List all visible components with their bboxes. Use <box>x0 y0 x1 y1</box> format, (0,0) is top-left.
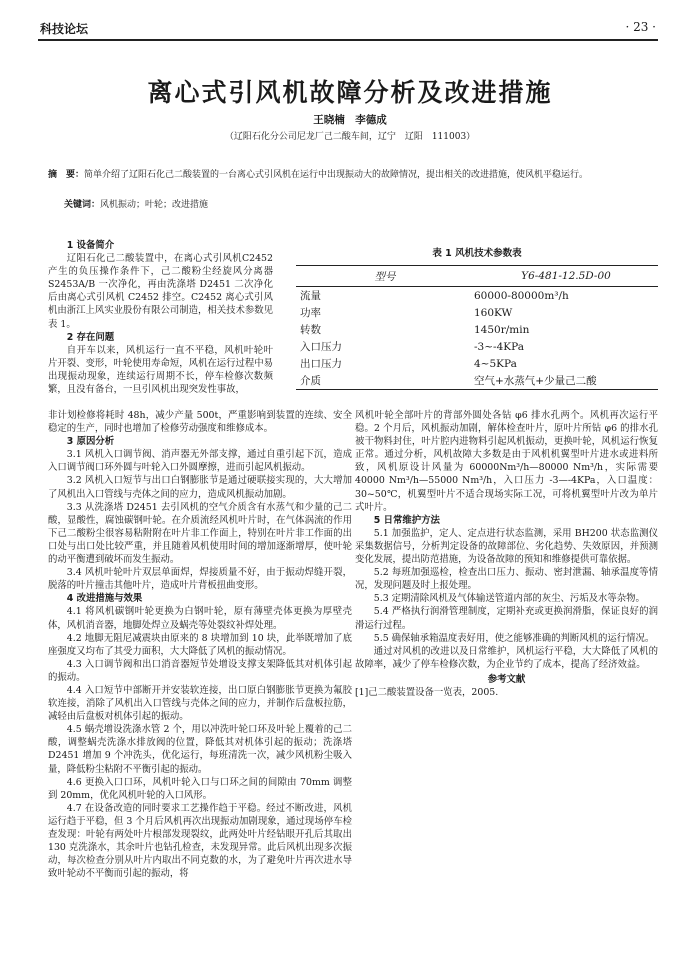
table-cell: 60000-80000m³/h <box>474 289 569 302</box>
table-row <box>296 321 658 338</box>
paragraph: 5.3 定期清除风机及气体输送管道内部的灰尘、污垢及水等杂物。 <box>373 593 645 605</box>
paper-title: 离心式引风机故障分析及改进措施 <box>147 78 553 107</box>
keywords-text: 风机振动；叶轮；改进措施 <box>100 200 209 210</box>
paragraph: 4.7 在设备改造的同时要求工艺操作趋于平稳。经过不断改进，风机运行趋于平稳，但 3 个月后风机再次出现振动加剧现象，通过现场停车检查发现：叶轮有两处叶片根部发现裂纹，此两处叶片经钻眼开孔后其取出 130 克洗涤水，其余叶片也钻孔检查，未发现异常。此后风机出现多次振动，每次检查分别从叶片内取出不同克数的水，为了避免叶片再次进水导致叶轮动不平衡而引起的振动，将 <box>48 802 352 880</box>
authors: 王晓楠 李德成 <box>313 114 387 126</box>
table-cell: 介质 <box>296 372 474 390</box>
keywords <box>64 197 208 210</box>
left-column-top <box>48 239 273 396</box>
table-row <box>296 338 658 355</box>
paragraph: 通过对风机的改进以及日常维护，风机运行平稳，大大降低了风机的故障率，减少了停车检修次数，为企业节约了成本，提高了经济效益。 <box>355 645 658 670</box>
table-cell: 入口压力 <box>300 341 342 353</box>
table-header-cell: Y6-481-12.5D-00 <box>474 266 658 287</box>
paragraph: 4.4 入口短节中部断开并安装软连接，出口原白钢膨胀节更换为氟胶软连接，消除了风机出入口管线与壳体之间的应力，并制作后盘板拉筋，减轻由后盘板对机体引起的振动。 <box>48 684 352 723</box>
abstract-label: 摘 要： <box>48 170 85 180</box>
section-heading-2: 2 存在问题 <box>66 331 115 343</box>
table-cell: -3~-4KPa <box>474 340 524 353</box>
table-cell: 流量 <box>300 290 321 302</box>
table-cell: 转数 <box>300 324 321 336</box>
references-heading: 参考文献 <box>487 673 526 685</box>
table-cell: 1450r/min <box>474 323 530 336</box>
paragraph: 3.2 风机入口短节与出口白钢膨胀节是通过硬联接实现的，大大增加了风机出入口管线与壳体之间的应力，造成风机振动加剧。 <box>48 475 352 500</box>
journal-section: 科技论坛 <box>40 22 89 36</box>
table-row <box>296 372 658 390</box>
paragraph: 5.1 加强监护，定人、定点进行状态监测，采用 BH200 状态监测仪采集数据信号，分析判定设备的故障部位、劣化趋势、失效原因，并预测变化发展，提出防范措施，为设备故障的预知和维修提供可靠依据。 <box>355 527 658 566</box>
paragraph: 风机叶轮全部叶片的背部外圆处各钻 φ6 排水孔两个。风机再次运行平稳。2 个月后，风机振动加剧，解体检查叶片，原叶片所钻 φ6 的排水孔被干物料封住，叶片腔内进物料引起风机振动，更换叶轮，风机运行恢复正常。通过分析，风机故障大多数是由于风机机翼型叶片进水或进料所致，风机原设计风量为 60000Nm³/h—80000 Nm³/h，实际需要 40000 Nm³/h—55000 Nm³/h，入口压力 -3—-4KPa，入口温度：30~50℃，机翼型叶片不适合现场实际工况，可将机翼型叶片改为单片式叶片。 <box>355 410 658 513</box>
table-cell: 出口压力 <box>300 358 342 370</box>
affiliation: （辽阳石化分公司尼龙厂己二酸车间，辽宁 辽阳 111003） <box>224 132 476 142</box>
paragraph: 非计划检修将耗时 48h，减少产量 500t，严重影响到装置的连续、安全稳定的生产，同时也增加了检修劳动强度和维修成本。 <box>48 410 352 435</box>
paragraph: 5.5 确保轴承箱温度表好用，使之能够准确的判断风机的运行情况。 <box>373 632 655 644</box>
paragraph: 4.3 入口调节阀和出口消音器短节处增设支撑支架降低其对机体引起的振动。 <box>48 658 352 683</box>
table-caption: 表 1 风机技术参数表 <box>432 248 522 259</box>
paragraph: 辽阳石化己二酸装置中，在离心式引风机C2452 产生的负压操作条件下，己二酸粉尘经旋风分离器 S2453A/B 一次净化，再由洗涤塔 D2451 二次净化后由离心式引风机 C2452 排空。C2452 离心式引风机由浙江上风实业股份有限公司制造，相关技术参数见表 1。 <box>48 253 274 330</box>
section-heading-4: 4 改进措施与效果 <box>66 593 143 605</box>
page-number: · 23 · <box>625 20 656 34</box>
abstract <box>48 168 648 183</box>
paragraph: 自开车以来，风机运行一直不平稳，风机叶轮叶片开裂、变形，叶轮使用寿命短，风机在运行过程中易出现振动现象，连续运行周期不长，停车检修次数频繁，且没有备台，一旦引风机出现突发性事故， <box>48 344 274 396</box>
paragraph: 3.4 风机叶轮叶片双层单面焊，焊接质量不好，由于振动焊缝开裂，脱落的叶片撞击其他叶片，造成叶片背板扭曲变形。 <box>48 567 352 592</box>
table-row <box>296 287 658 305</box>
table-cell: 4~5KPa <box>474 357 517 370</box>
paragraph: 4.2 地脚无阻尼减震块由原来的 8 块增加到 10 块，此举既增加了底座强度又均布了其受力面积，大大降低了风机的振动情况。 <box>48 632 352 657</box>
paragraph: 4.1 将风机碳钢叶轮更换为白钢叶轮，原有薄壁壳体更换为厚壁壳体，风机消音器，地脚处焊立及蜗壳等处裂纹补焊处理。 <box>48 606 352 631</box>
table-row <box>296 355 658 372</box>
reference-item: [1]己二酸装置设备一览表，2005. <box>355 686 499 698</box>
right-column <box>355 409 658 699</box>
parameters-table <box>296 265 658 390</box>
table-header-row <box>296 266 658 287</box>
keywords-label: 关键词： <box>64 200 101 210</box>
paragraph: 4.6 更换入口口环，风机叶轮入口与口环之间的间隙由 70mm 调整到 20mm，优化风机叶轮的入口风形。 <box>48 776 352 801</box>
table-cell: 空气+水蒸气+少量己二酸 <box>474 372 658 390</box>
paragraph: 4.5 蜗壳增设洗涤水管 2 个，用以冲洗叶轮口环及叶轮上覆着的己二酸，调整蜗壳洗涤水排放阀的位置，降低其对机体引起的振动；洗涤塔 D2451 增加 9 个冲洗头，优化运行，每班清洗一次，减少风机粉尘吸入量，降低粉尘粘附不平衡引起的振动。 <box>48 724 352 775</box>
section-heading-3: 3 原因分析 <box>66 436 115 448</box>
table-header-cell: 型号 <box>296 266 474 287</box>
abstract-text: 简单介绍了辽阳石化己二酸装置的一台离心式引风机在运行中出现振动大的故障情况，提出相关的改进措施，使风机平稳运行。 <box>84 170 589 180</box>
section-heading-5: 5 日常维护方法 <box>373 514 440 526</box>
left-column-bottom <box>48 409 352 880</box>
table-row <box>296 304 658 321</box>
table-cell: 功率 <box>300 307 321 319</box>
table-cell: 160KW <box>474 306 513 319</box>
paragraph: 5.4 严格执行润滑管理制度，定期补充或更换润滑脂，保证良好的润滑运行过程。 <box>355 606 658 631</box>
section-heading-1: 1 设备简介 <box>66 240 115 251</box>
paragraph: 3.3 从洗涤塔 D2451 去引风机的空气介质含有水蒸气和少量的己二酸，显酸性，腐蚀碳钢叶轮。在介质流经风机叶片时，在气体涡流的作用下己二酸粉尘很容易粘附附在叶片非工作面上，特别在叶片非工作面的出口处与出口处比较严重，并且随着风机使用时间的增加逐渐增厚，使叶轮的动平衡遭到破坏而发生振动。 <box>48 501 352 566</box>
paragraph: 5.2 每班加强巡检，检查出口压力、振动、密封泄漏、轴承温度等情况，发现问题及时上报处理。 <box>355 567 658 592</box>
paragraph: 3.1 风机入口调节阀、消声器无外部支撑，通过自重引起下沉，造成入口调节阀口环外圆与叶轮入口外圆摩擦，进而引起风机振动。 <box>48 449 352 474</box>
header-rule <box>38 39 658 41</box>
